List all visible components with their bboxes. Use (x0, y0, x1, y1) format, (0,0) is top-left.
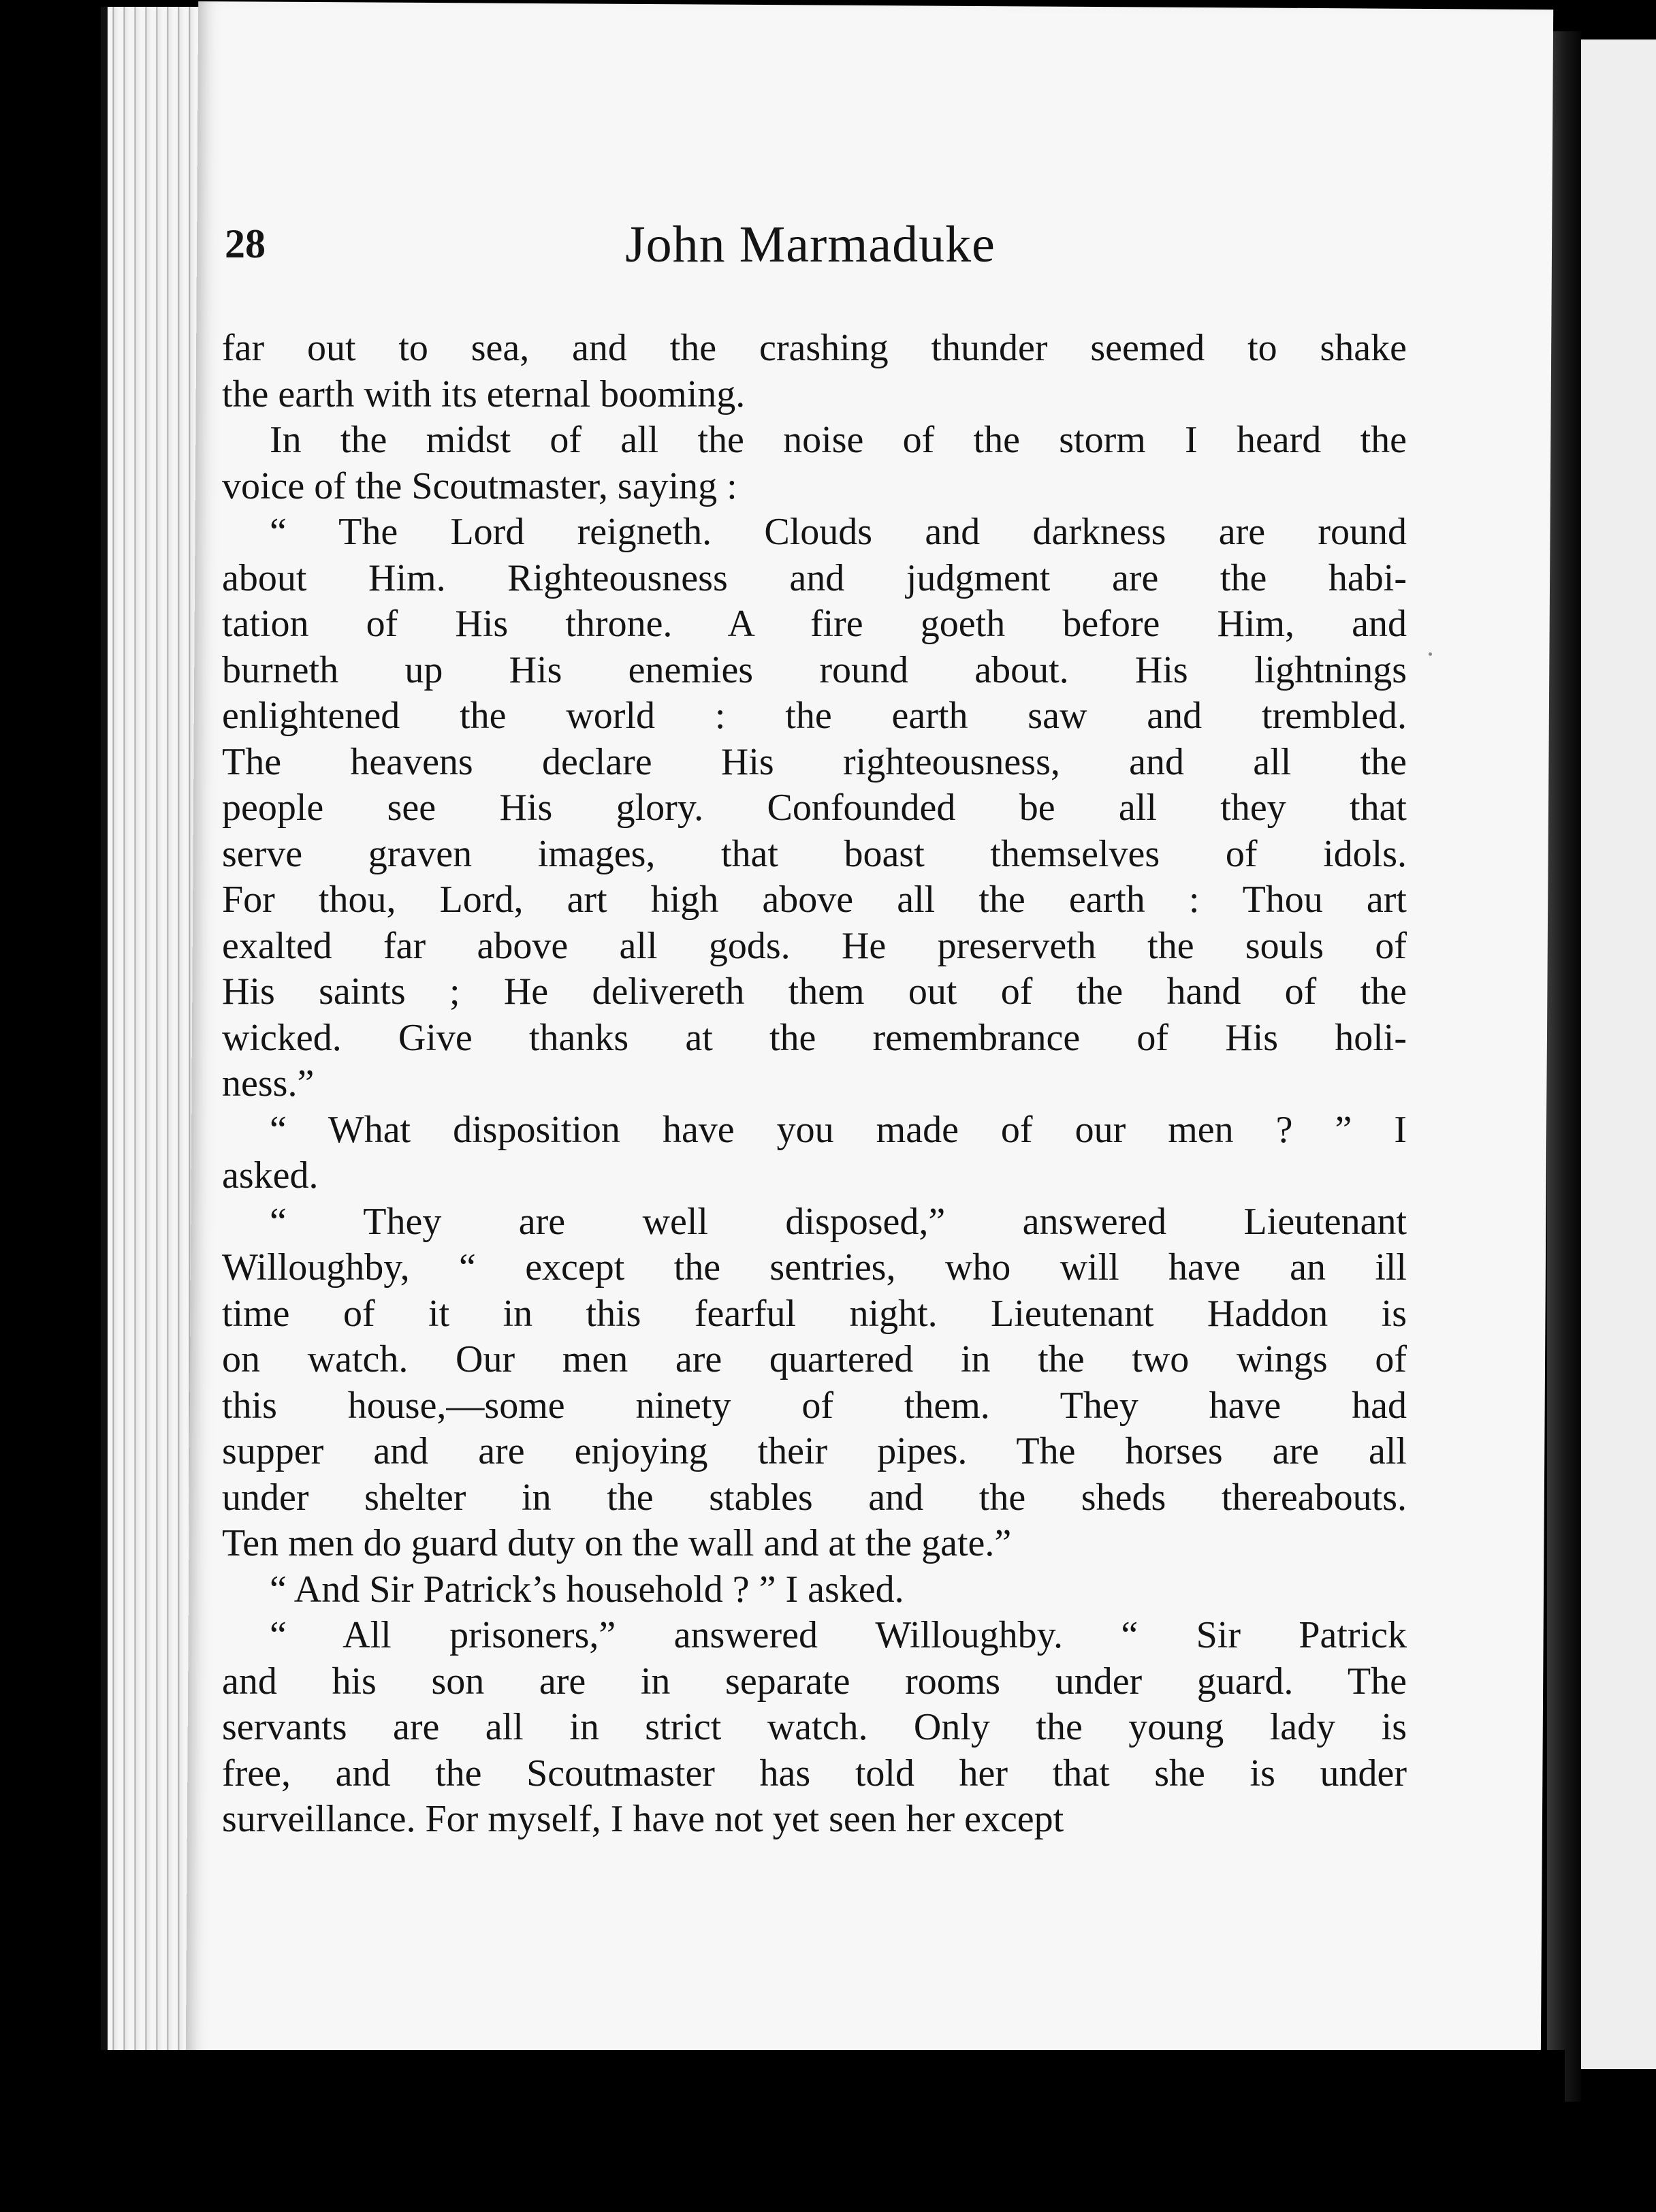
text-line: The heavens declare His righteousness, and all the (222, 740, 1407, 783)
text-line: people see His glory. Confounded be all they that (222, 787, 1407, 829)
text-line: “ What disposition have you made of our men ? ” I (270, 1108, 1407, 1151)
text-line: on watch. Our men are quartered in the two wings of (222, 1338, 1407, 1380)
text-line: asked. (222, 1154, 319, 1197)
text-line: In the midst of all the noise of the storm I heard the (270, 419, 1407, 461)
gutter-shadow (1547, 31, 1581, 2102)
text-line: surveillance. For myself, I have not yet seen her except (222, 1798, 1064, 1840)
paragraph (222, 417, 1407, 509)
text-line: the earth with its eternal booming. (222, 373, 746, 415)
running-head: John Marmaduke (625, 216, 996, 273)
text-line: under shelter in the stables and the sheds thereabouts. (222, 1476, 1407, 1519)
text-line: voice of the Scoutmaster, saying : (222, 464, 737, 507)
text-line: burneth up His enemies round about. His lightnings (222, 648, 1407, 691)
text-line: and his son are in separate rooms under guard. The (222, 1660, 1407, 1703)
scan-speck (1429, 652, 1432, 656)
text-line: “ And Sir Patrick’s household ? ” I asked. (270, 1568, 904, 1611)
text-line: servants are all in strict watch. Only the young lady is (222, 1706, 1407, 1748)
text-line: supper and are enjoying their pipes. The horses are all (222, 1430, 1407, 1472)
text-line: time of it in this fearful night. Lieutenant Haddon is (222, 1292, 1407, 1335)
paragraph (222, 509, 1407, 1107)
text-line: free, and the Scoutmaster has told her that she is under (222, 1752, 1407, 1795)
body-text (222, 326, 1407, 1843)
text-line: “ All prisoners,” answered Willoughby. “ Sir Patrick (270, 1614, 1407, 1656)
text-line: enlightened the world : the earth saw and trembled. (222, 695, 1407, 737)
text-line: exalted far above all gods. He preserveth the souls of (222, 924, 1407, 967)
text-line: wicked. Give thanks at the remembrance of His holi- (222, 1016, 1407, 1059)
text-line: far out to sea, and the crashing thunder seemed to shake (222, 327, 1407, 369)
text-line: “ They are well disposed,” answered Lieutenant (270, 1200, 1407, 1243)
text-line: tation of His throne. A fire goeth before Him, and (222, 603, 1407, 645)
text-line: For thou, Lord, art high above all the earth : Thou art (222, 879, 1407, 921)
facing-page-edge (1581, 40, 1656, 2069)
text-line: this house,—some ninety of them. They have had (222, 1384, 1407, 1427)
page-number: 28 (225, 221, 266, 266)
page-header (225, 215, 1396, 290)
text-line: about Him. Righteousness and judgment are the habi- (222, 556, 1407, 599)
paragraph (222, 1613, 1407, 1843)
scan-bottom-border (101, 2050, 1565, 2212)
text-line: “ The Lord reigneth. Clouds and darkness are round (270, 511, 1407, 553)
text-line: serve graven images, that boast themselves of idols. (222, 832, 1407, 875)
paragraph (222, 1107, 1407, 1199)
text-line: Ten men do guard duty on the wall and at the gate.” (222, 1522, 1012, 1564)
paragraph (222, 1567, 1407, 1613)
text-line: His saints ; He delivereth them out of the hand of the (222, 970, 1407, 1013)
text-line: Willoughby, “ except the sentries, who will have an ill (222, 1246, 1407, 1289)
paragraph (222, 1199, 1407, 1567)
text-line: ness.” (222, 1062, 315, 1105)
paragraph (222, 326, 1407, 417)
